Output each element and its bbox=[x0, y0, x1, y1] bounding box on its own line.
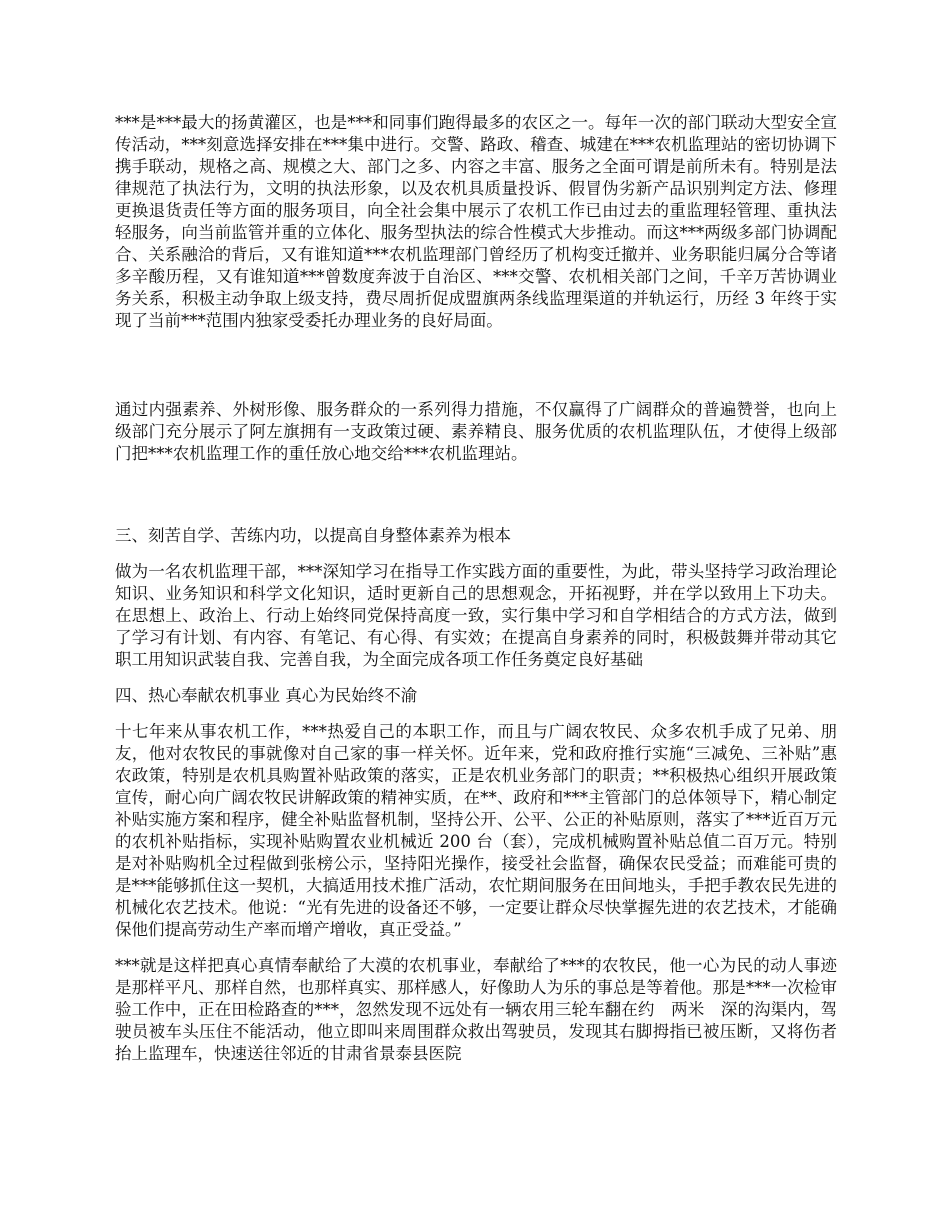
paragraph-irrigation-area: ***是***最大的扬黄灌区，也是***和同事们跑得最多的农区之一。每年一次的部门联动大型安全宣传活动，***刻意选择安排在***集中进行。交警、路政、稽查、城建在***农机监理站的密切协调下携手联动，规格之高、规模之大、部门之多、内容之丰富、服务之全面可谓是前所未有。特别是法律规范了执法行为，文明的执法形象，以及农机具质量投诉、假冒伪劣新产品识别判定方法、修理更换退货责任等方面的服务项目，向全社会集中展示了农机工作已由过去的重监理轻管理、重执法轻服务，向当前监管并重的立体化、服务型执法的综合性模式大步推动。而这***两级多部门协调配合、关系融洽的背后，又有谁知道***农机监理部门曾经历了机构变迁撤并、业务职能归属分合等诸多辛酸历程，又有谁知道***曾数度奔波于自治区、***交警、农机相关部门之间，千辛万苦协调业务关系，积极主动争取上级支持，费尽周折促成盟旗两条线监理渠道的并轨运行，历经 3 年终于实现了当前***范围内独家受委托办理业务的良好局面。 bbox=[115, 113, 837, 330]
document-body bbox=[115, 112, 837, 1065]
paragraph-rescue-story: ***就是这样把真心真情奉献给了大漠的农机事业，奉献给了***的农牧民，他一心为民的动人事迹是那样平凡、那样自然，也那样真实、那样感人，好像助人为乐的事总是等着他。那是***一次检审验工作中，正在田检路查的***，忽然发现不远处有一辆农用三轮车翻在约 两米 深的沟渠内，驾驶员被车头压住不能活动，他立即叫来周围群众救出驾驶员，发现其右脚拇指已被压断，又将伤者抬上监理车，快速送往邻近的甘肃省景泰县医院 bbox=[115, 956, 837, 1063]
section-heading-4: 四、热心奉献农机事业 真心为民始终不渝 bbox=[115, 686, 418, 705]
paragraph-dedication: 十七年来从事农机工作，***热爱自己的本职工作，而且与广阔农牧民、众多农机手成了兄弟、朋友，他对农牧民的事就像对自己家的事一样关怀。近年来，党和政府推行实施“三减免、三补贴”惠农政策，特别是农机具购置补贴政策的落实，正是农机业务部门的职责；**积极热心组织开展政策宣传，耐心向广阔农牧民讲解政策的精神实质，在**、政府和***主管部门的总体领导下，精心制定补贴实施方案和程序，健全补贴监督机制，坚持公开、公平、公正的补贴原则，落实了***近百万元的农机补贴指标，实现补贴购置农业机械近 200 台（套），完成机械购置补贴总值二百万元。特别是对补贴购机全过程做到张榜公示，坚持阳光操作，接受社会监督，确保农民受益；而难能可贵的是***能够抓住这一契机，大搞适用技术推广活动，农忙期间服务在田间地头，手把手教农民先进的机械化农艺技术。他说：“光有先进的设备还不够，一定要让群众尽快掌握先进的农艺技术，才能确保他们提高劳动生产率而增产增收，真正受益。” bbox=[115, 722, 837, 939]
section-heading-3: 三、刻苦自学、苦练内功，以提高自身整体素养为根本 bbox=[115, 526, 511, 545]
paragraph-self-study: 做为一名农机监理干部，***深知学习在指导工作实践方面的重要性，为此，带头坚持学习政治理论知识、业务知识和科学文化知识，适时更新自己的思想观念，开拓视野，并在学以致用上下功夫。在思想上、政治上、行动上始终同党保持高度一致，实行集中学习和自学相结合的方式方法，做到了学习有计划、有内容、有笔记、有心得、有实效；在提高自身素养的同时，积极鼓舞并带动其它职工用知识武装自我、完善自我，为全面完成各项工作任务奠定良好基础 bbox=[115, 562, 837, 669]
paragraph-team-recognition: 通过内强素养、外树形像、服务群众的一系列得力措施，不仅赢得了广阔群众的普遍赞誉，也向上级部门充分展示了阿左旗拥有一支政策过硬、素养精良、服务优质的农机监理队伍，才使得上级部门把***农机监理工作的重任放心地交给***农机监理站。 bbox=[115, 400, 837, 463]
